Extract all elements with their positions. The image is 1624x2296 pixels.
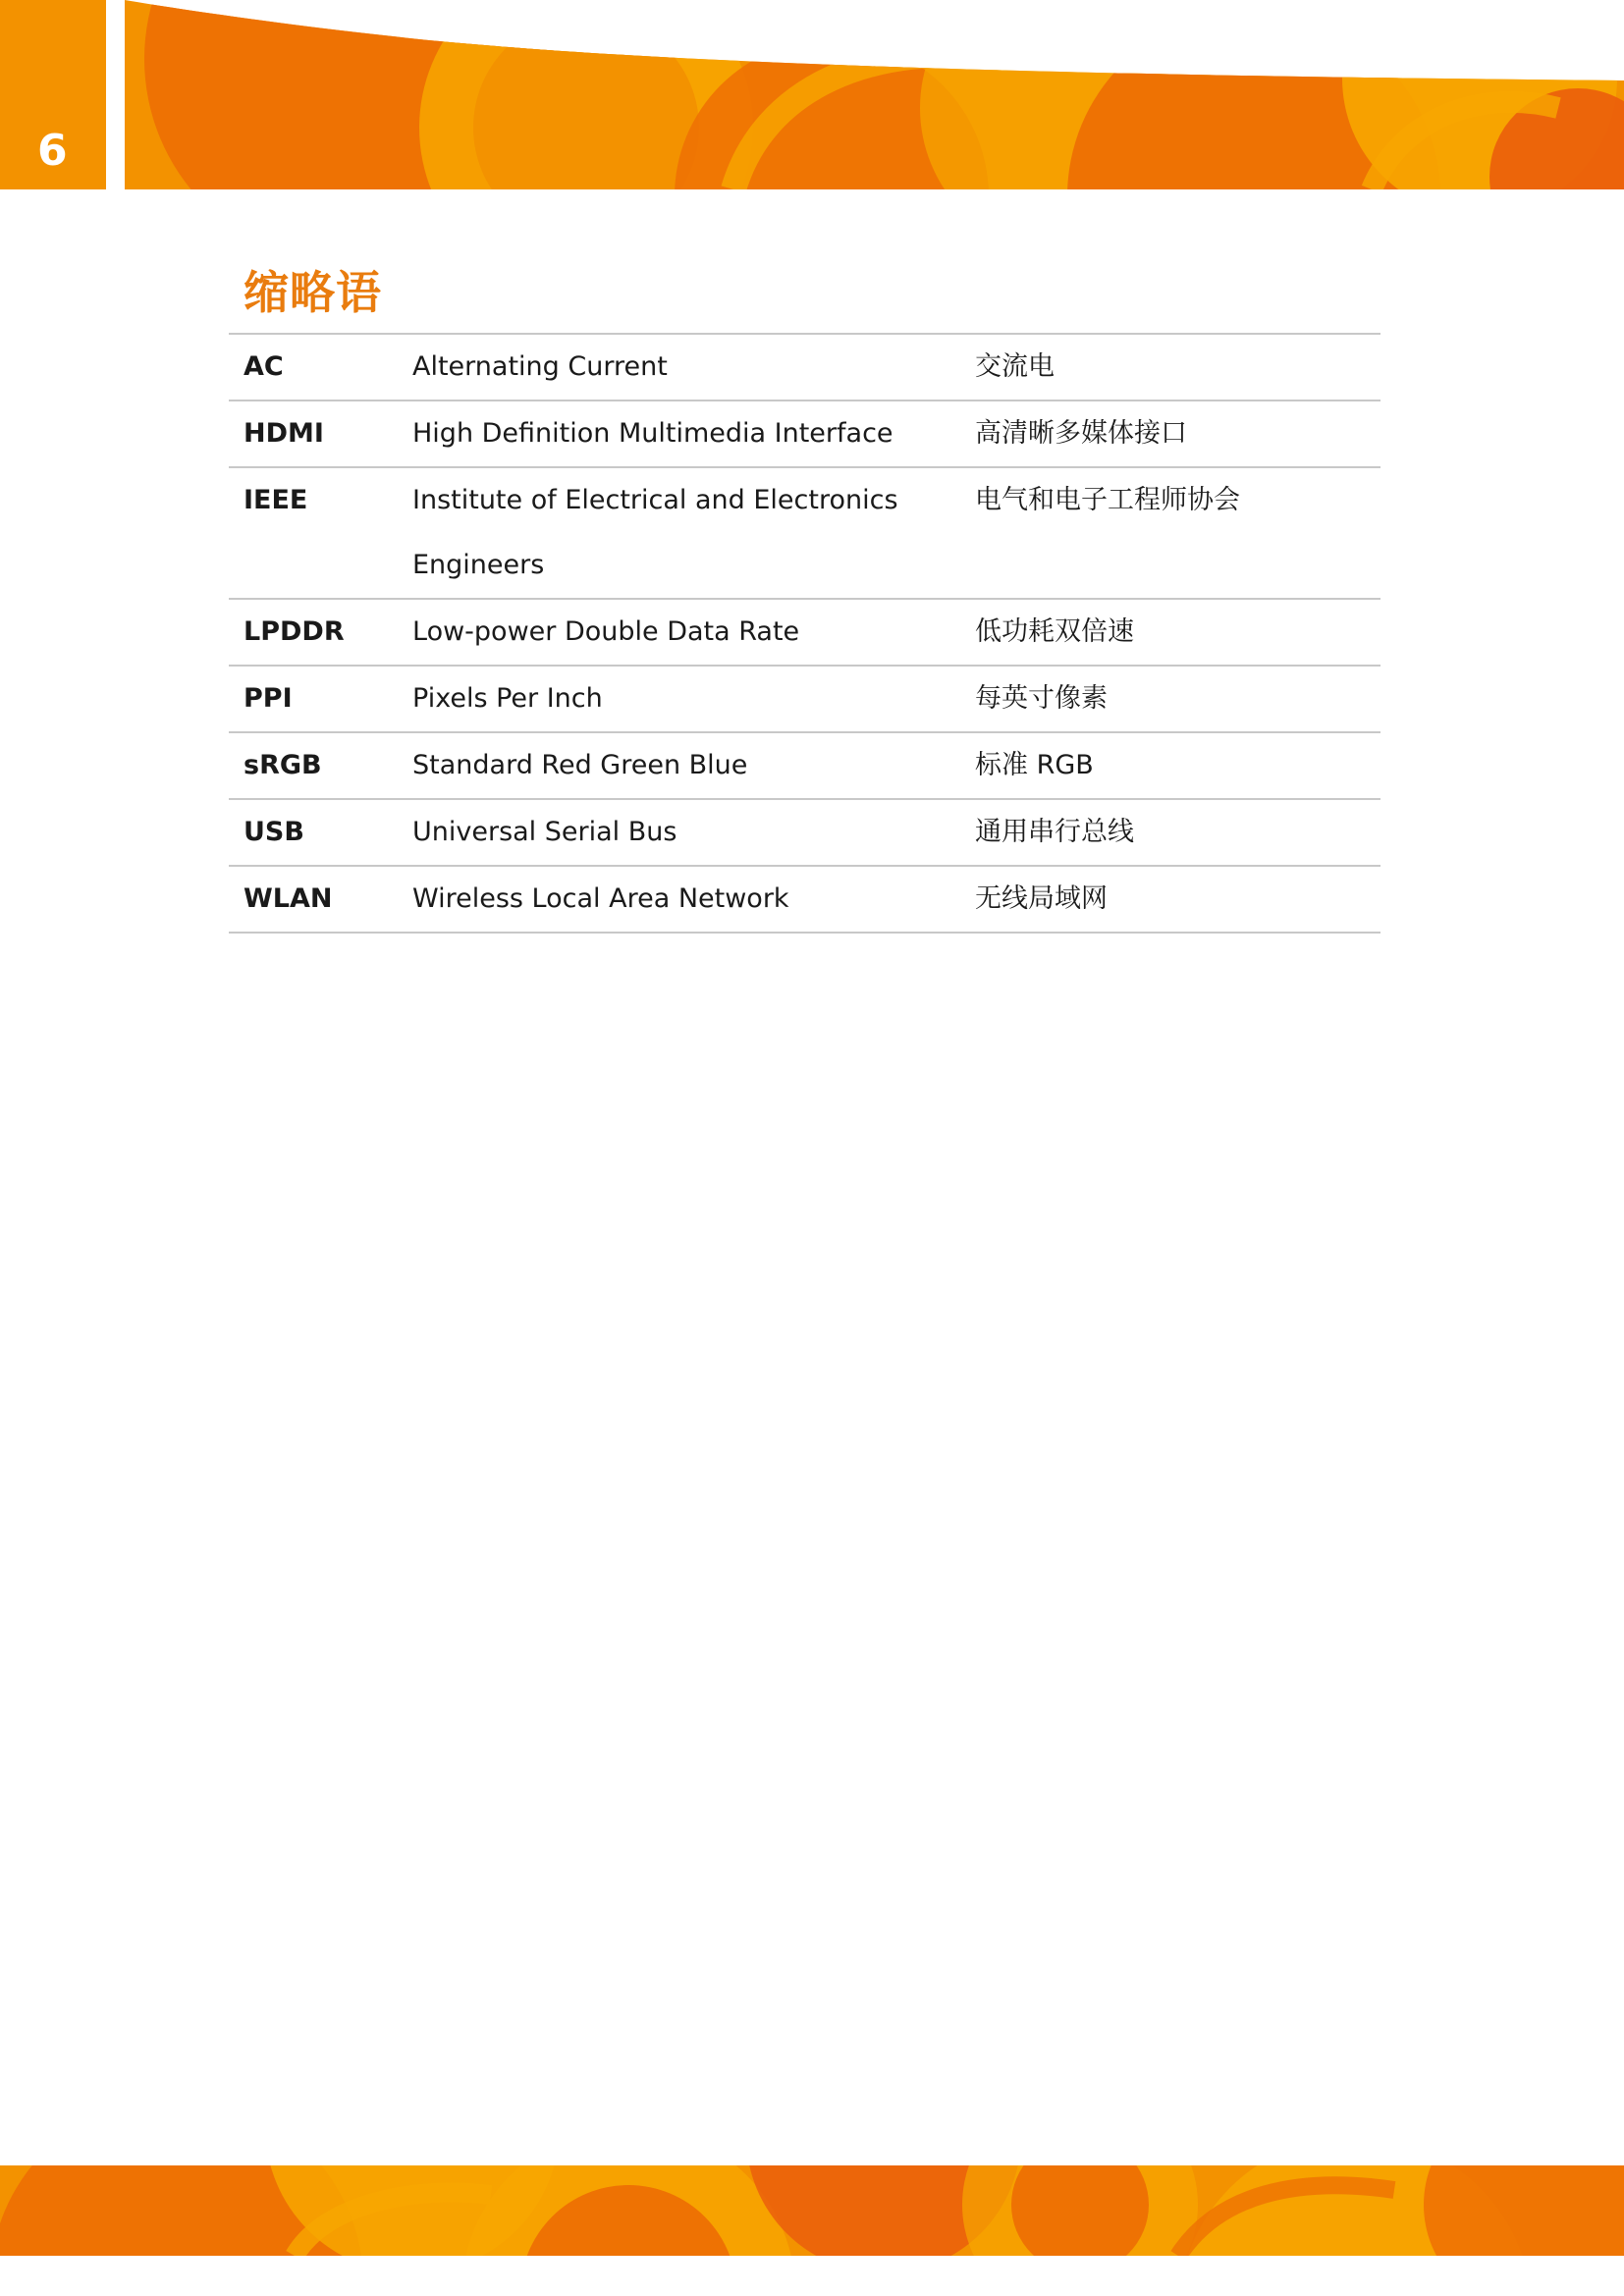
english-cell: Universal Serial Bus [412, 817, 677, 847]
english-cell: Standard Red Green Blue [412, 750, 748, 780]
chinese-cell: 交流电 [975, 351, 1055, 382]
section-title: 缩略语 [244, 266, 382, 319]
english-cell: Institute of Electrical and Electronics Engineers [412, 485, 898, 580]
abbr-cell: USB [244, 817, 304, 847]
table-row [229, 732, 1380, 799]
abbr-cell: WLAN [244, 883, 333, 914]
header-banner-graphic [125, 0, 1624, 189]
page-number: 6 [37, 126, 68, 176]
abbr-cell: IEEE [244, 485, 308, 515]
abbreviations-table [229, 333, 1380, 934]
english-cell: High Definition Multimedia Interface [412, 418, 893, 449]
english-cell: Alternating Current [412, 351, 668, 382]
chinese-cell: 电气和电子工程师协会 [975, 485, 1240, 515]
abbr-cell: LPDDR [244, 616, 345, 647]
chinese-cell: 高清晰多媒体接口 [975, 418, 1187, 449]
table-row [229, 467, 1380, 599]
english-cell: Wireless Local Area Network [412, 883, 789, 914]
abbr-cell: PPI [244, 683, 293, 714]
table-row [229, 334, 1380, 400]
english-cell: Low-power Double Data Rate [412, 616, 800, 647]
footer-banner [0, 2165, 1624, 2256]
english-cell: Pixels Per Inch [412, 683, 603, 714]
chinese-cell: 每英寸像素 [975, 683, 1108, 714]
table-row [229, 866, 1380, 933]
header-banner [125, 0, 1624, 189]
chinese-cell: 低功耗双倍速 [975, 616, 1134, 647]
table-row [229, 666, 1380, 732]
chinese-cell: 通用串行总线 [975, 817, 1134, 847]
chinese-cell: 标准 RGB [975, 750, 1094, 780]
chinese-cell: 无线局域网 [975, 883, 1108, 914]
table-row [229, 599, 1380, 666]
abbr-cell: sRGB [244, 750, 322, 780]
abbr-cell: AC [244, 351, 284, 382]
footer-banner-graphic [0, 2165, 1624, 2256]
abbr-cell: HDMI [244, 418, 324, 449]
page-number-tab [0, 0, 106, 189]
table-row [229, 400, 1380, 467]
table-row [229, 799, 1380, 866]
